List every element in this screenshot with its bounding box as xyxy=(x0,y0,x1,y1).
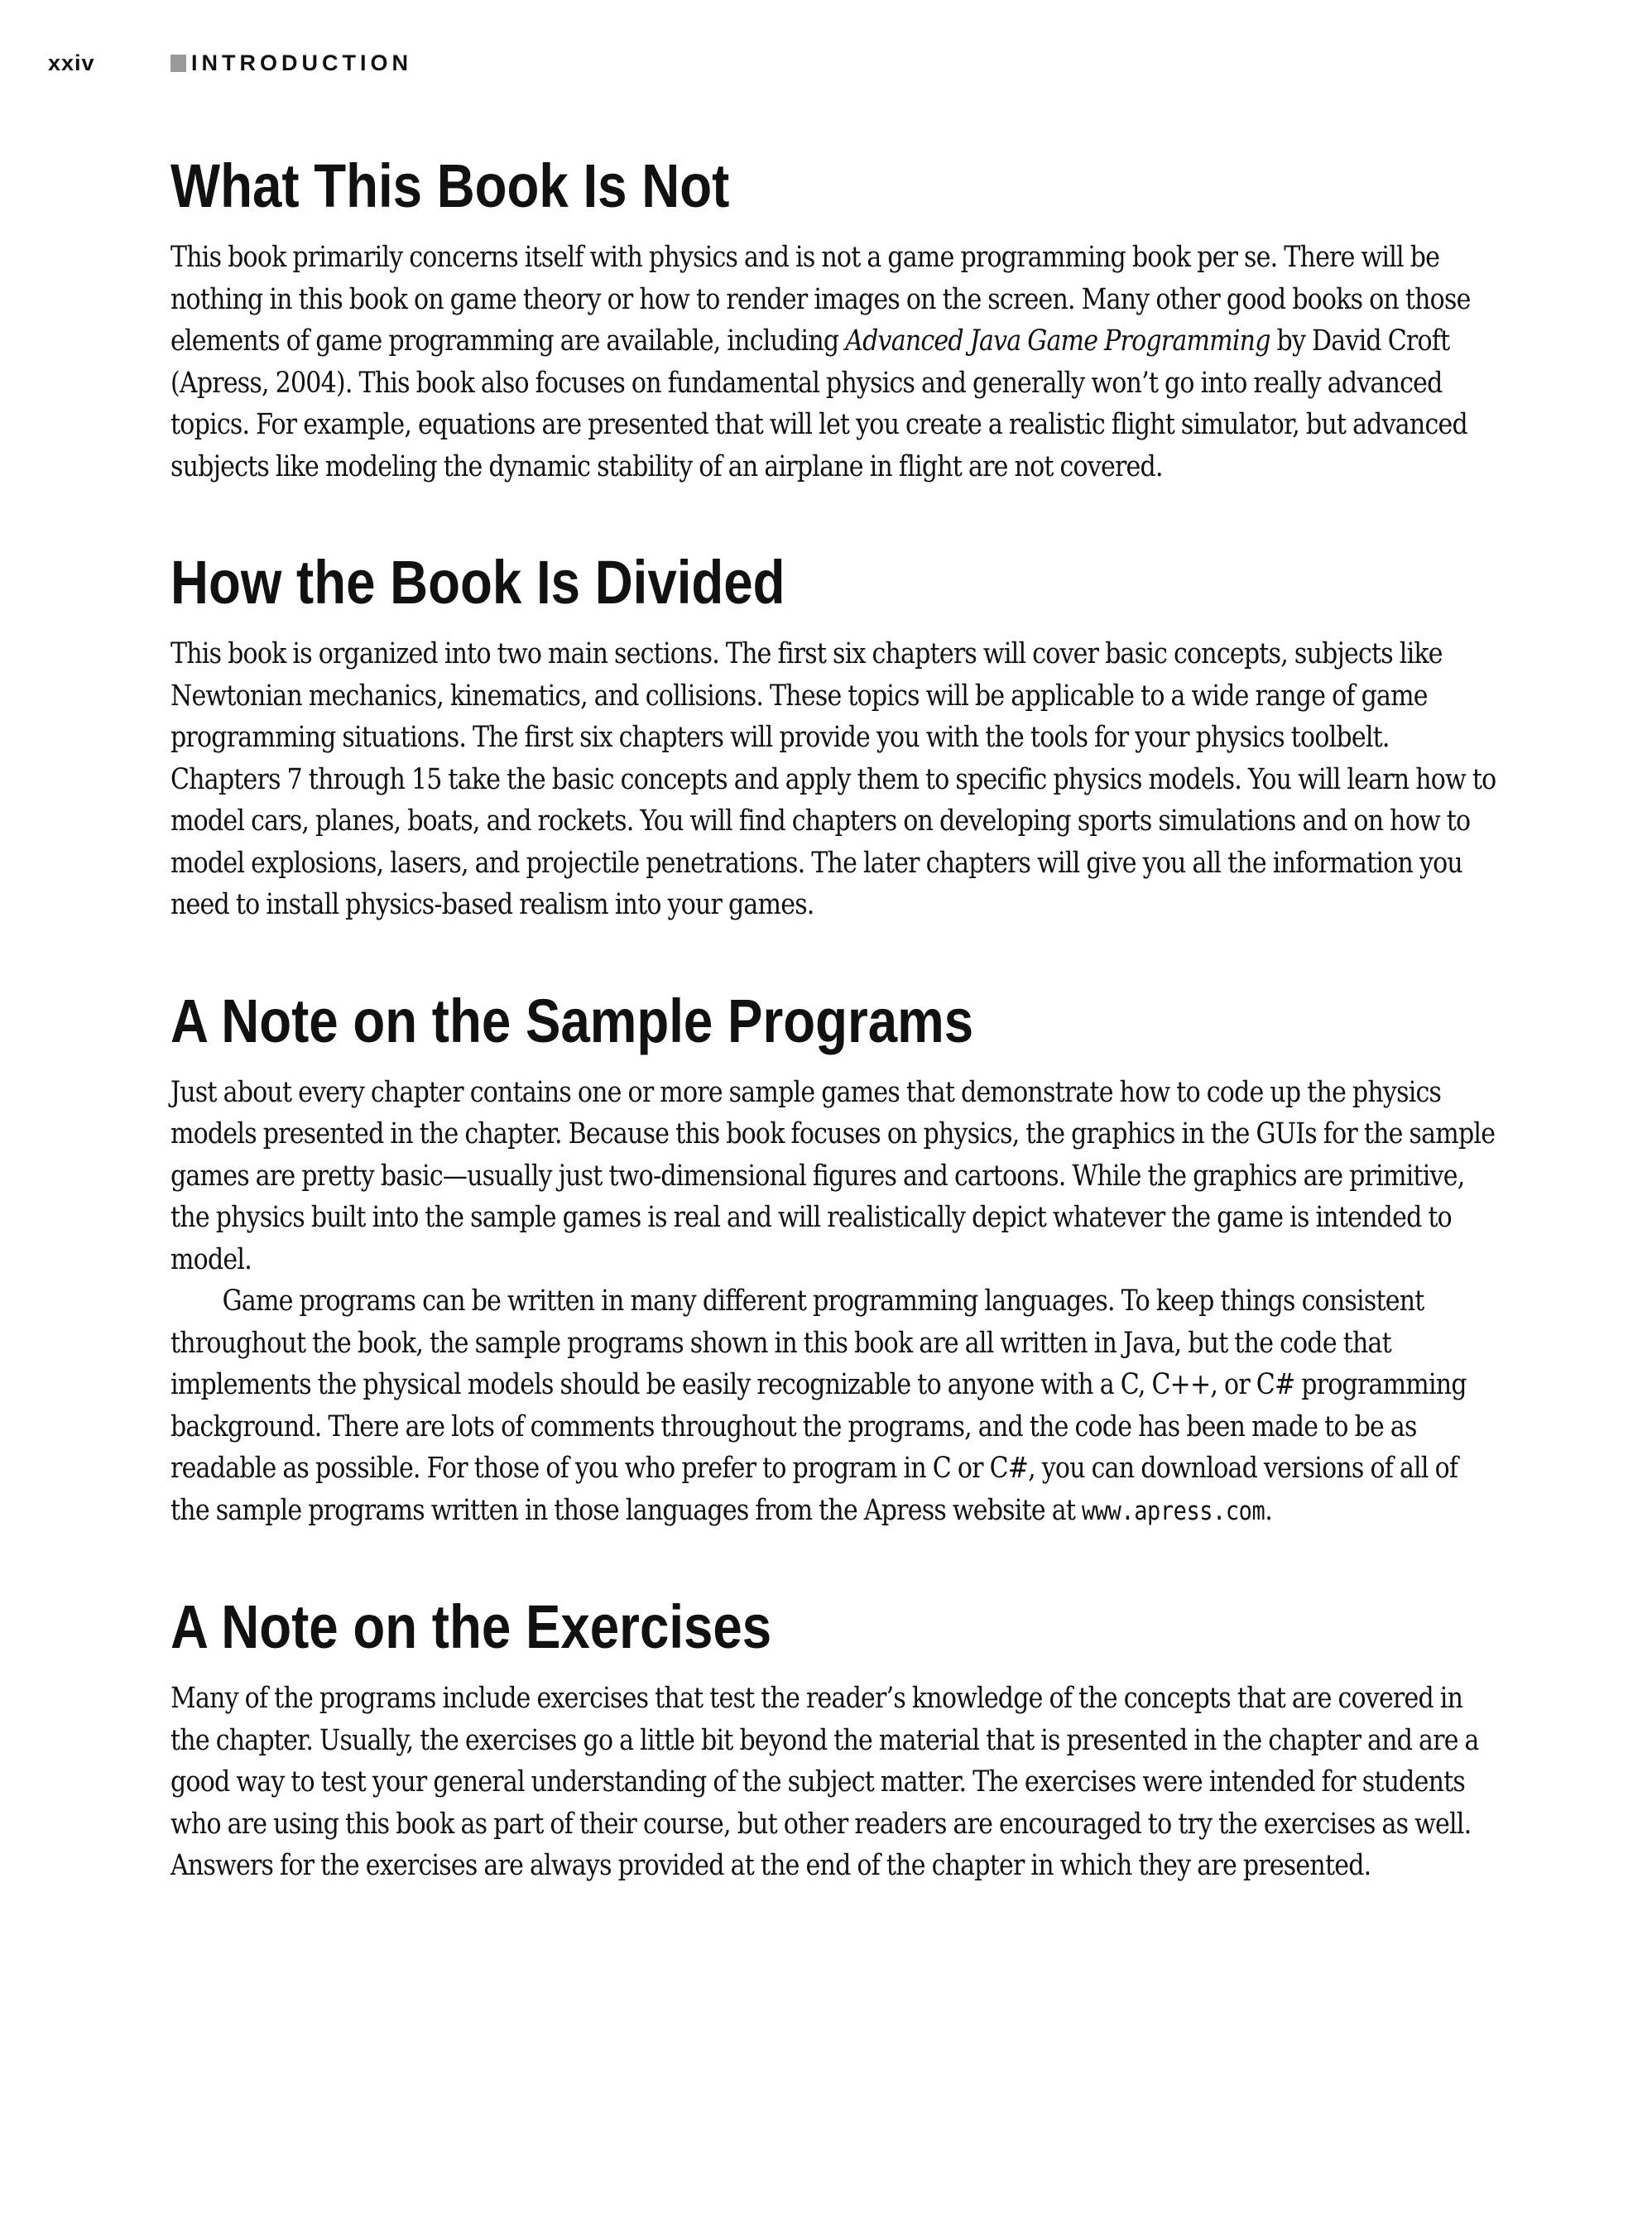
page-body xyxy=(170,149,1503,1945)
section-heading: How the Book Is Divided xyxy=(170,548,785,617)
body-paragraph: This book is organized into two main sections. The first six chapters will cover basic concepts, subjects like Newtonian mechanics, kinematics, and collisions. These topics will be applicable to a wide range of game programming situations. The first six chapters will provide you with the tools for your physics toolbelt. Chapters 7 through 15 take the basic concepts and apply them to specific physics models. You will learn how to model cars, planes, boats, and rockets. You will find chapters on developing sports simulations and on how to model explosions, lasers, and projectile penetrations. The later chapters will give you all the information you need to install physics-based realism into your games. xyxy=(170,637,1496,921)
running-head: INTRODUCTION xyxy=(191,50,412,75)
body-paragraph: Just about every chapter contains one or more sample games that demonstrate how to code up the physics models presented in the chapter. Because this book focuses on physics, the graphics in the GUIs for the sample games are pretty basic—usually just two-dimensional figures and cartoons. While the graphics are primitive, the physics built into the sample games is real and will realistically depict whatever the game is intended to model. xyxy=(170,1075,1496,1276)
paragraph-text: . xyxy=(1265,1493,1273,1527)
page-header xyxy=(48,46,412,79)
section-heading: A Note on the Exercises xyxy=(170,1592,772,1661)
section-marker-square xyxy=(170,55,186,72)
section-how-the-book-is-divided xyxy=(170,545,1503,926)
body-paragraph-indented xyxy=(170,1280,1503,1532)
section-note-on-sample-programs xyxy=(170,984,1503,1533)
book-title-italic: Advanced Java Game Programming xyxy=(845,324,1270,358)
section-heading: A Note on the Sample Programs xyxy=(170,986,974,1055)
paragraph-text: Game programs can be written in many different programming languages. To keep things consistent throughout the book, the sample programs shown in this book are all written in Java, but the code that implements the physical models should be easily recognizable to anyone with a C, C++, or C# programming background. There are lots of comments throughout the programs, and the code has been made to be as readable as possible. For those of you who prefer to program in C or C#, you can download versions of all of the sample programs written in those languages from the Apress website at xyxy=(170,1285,1467,1527)
page-number: xxiv xyxy=(48,50,95,75)
section-heading: What This Book Is Not xyxy=(170,151,730,220)
section-what-this-book-is-not xyxy=(170,149,1503,487)
paragraph-text: by David Croft (Apress, 2004). This book also focuses on fundamental physics and generally won’t go into really advanced topics. For example, equations are presented that will let you create a realistic flight simulator, but advanced subjects like modeling the dynamic stability of an airplane in flight are not covered. xyxy=(170,324,1467,483)
body-paragraph xyxy=(170,237,1503,487)
section-note-on-exercises xyxy=(170,1590,1503,1887)
paragraph-text: This book primarily concerns itself with physics and is not a game programming book per se. There will be nothing in this book on game theory or how to render images on the screen. Many other good books on those elements of game programming are available, including xyxy=(170,241,1471,358)
body-paragraph: Many of the programs include exercises that test the reader’s knowledge of the concepts that are covered in the chapter. Usually, the exercises go a little bit beyond the material that is presented in the chapter and are a good way to test your general understanding of the subject matter. The exercises were intended for students who are using this book as part of their course, but other readers are encouraged to try the exercises as well. Answers for the exercises are always provided at the end of the chapter in which they are presented. xyxy=(170,1682,1479,1882)
website-link[interactable]: www.apress.com xyxy=(1082,1496,1265,1526)
